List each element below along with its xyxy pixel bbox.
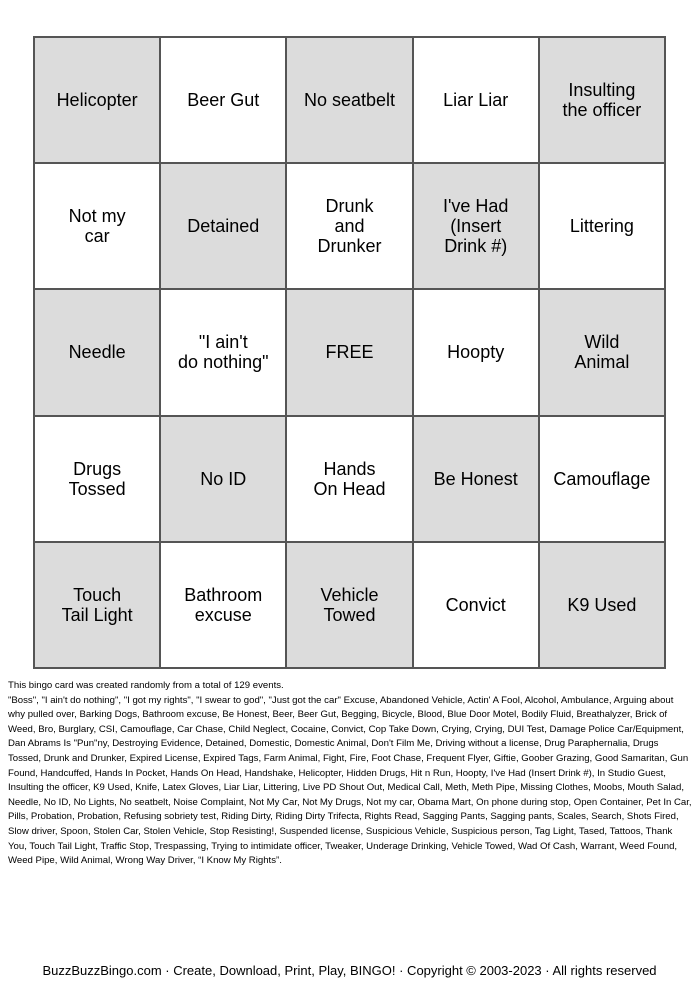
card-info (8, 679, 693, 869)
bingo-cell: Not my car (34, 163, 160, 289)
bingo-cell: Wild Animal (539, 289, 665, 415)
bingo-cell: No ID (160, 416, 286, 542)
bingo-cell: No seatbelt (286, 37, 412, 163)
bingo-cell: Be Honest (413, 416, 539, 542)
bingo-cell: Helicopter (34, 37, 160, 163)
bingo-cell: Touch Tail Light (34, 542, 160, 668)
bingo-cell: Drugs Tossed (34, 416, 160, 542)
bingo-cell: Hoopty (413, 289, 539, 415)
bingo-cell: Detained (160, 163, 286, 289)
bingo-cell: Littering (539, 163, 665, 289)
footer-copyright: BuzzBuzzBingo.com · Create, Download, Print, Play, BINGO! · Copyright © 2003-2023 · All rights reserved (42, 963, 657, 978)
bingo-cell: I've Had (Insert Drink #) (413, 163, 539, 289)
bingo-cell: Insulting the officer (539, 37, 665, 163)
bingo-cell: Liar Liar (413, 37, 539, 163)
bingo-cell: Needle (34, 289, 160, 415)
bingo-cell: Hands On Head (286, 416, 412, 542)
bingo-cell: FREE (286, 289, 412, 415)
bingo-cell: K9 Used (539, 542, 665, 668)
bingo-cell: Convict (413, 542, 539, 668)
bingo-cell: Drunk and Drunker (286, 163, 412, 289)
bingo-card (33, 36, 666, 669)
bingo-cell: Vehicle Towed (286, 542, 412, 668)
bingo-cell: "I ain't do nothing" (160, 289, 286, 415)
events-list: "Boss", "I ain't do nothing", "I got my rights", "I swear to god", "Just got the car" Excuse, Abandoned Vehicle, Actin' A Fool, Alcohol, Ambulance, Arguing about why pulled over, Barking Dogs, Bathroom excuse, Be Honest, Beer, Beer Gut, Begging, Bicycle, Blood, Blue Door Motel, Bodily Fluid, Breathalyzer, Brick of Weed, Bro, Burglary, CSI, Camouflage, Car Chase, Child Neglect, Cocaine, Convict, Cop Take Down, Crying, Crying, DUI Test, Damage Police Car/Equipment, Dan Abrams Is "Pun"ny, Destroying Evidence, Detained, Domestic, Domestic Animal, Don't Film Me, Driving without a license, Drug Paraphernalia, Drugs Tossed, Drunk and Drunker, Expired License, Expired Tags, Farm Animal, Fight, Fire, Foot Chase, Frequent Flyer, Giftie, Goober Grazing, Good Samaritan, Gun Found, Handcuffed, Hands In Pocket, Hands On Head, Handshake, Helicopter, Hidden Drugs, Hit n Run, Hoopty, I've Had (Insert Drink #), In Studio Guest, Insulting the officer, K9 Used, Knife, Latex Gloves, Liar Liar, Littering, Live PD Shout Out, Medical Call, Meth, Meth Pipe, Missing Clothes, Moobs, Mouth Salad, Needle, No ID, No Lights, No seatbelt, Noise Complaint, Not My Car, Not My Drugs, Not my car, Obama Mart, On phone during stop, Open Container, Pet In Car, Pills, Probation, Probation, Refusing sobriety test, Riding Dirty, Riding Dirty Trifecta, Rights Read, Sagging Pants, Sagging pants, Scales, Search, Shots Fired, Slow driver, Spoon, Stolen Car, Stolen Vehicle, Stop Resisting!, Suspended license, Suspicious Vehicle, Suspicious person, Tag Light, Tased, Tattoos, Thank You, Touch Tail Light, Traffic Stop, Trespassing, Trying to intimidate officer, Tweaker, Underage Drinking, Vehicle Towed, Wad Of Cash, Warrant, Weed Found, Weed Pipe, Wild Animal, Wrong Way Driver, “I Know My Rights”. (8, 694, 692, 867)
events-summary: This bingo card was created randomly from a total of 129 events. (8, 680, 284, 691)
bingo-cell: Beer Gut (160, 37, 286, 163)
bingo-cell: Camouflage (539, 416, 665, 542)
bingo-cell: Bathroom excuse (160, 542, 286, 668)
